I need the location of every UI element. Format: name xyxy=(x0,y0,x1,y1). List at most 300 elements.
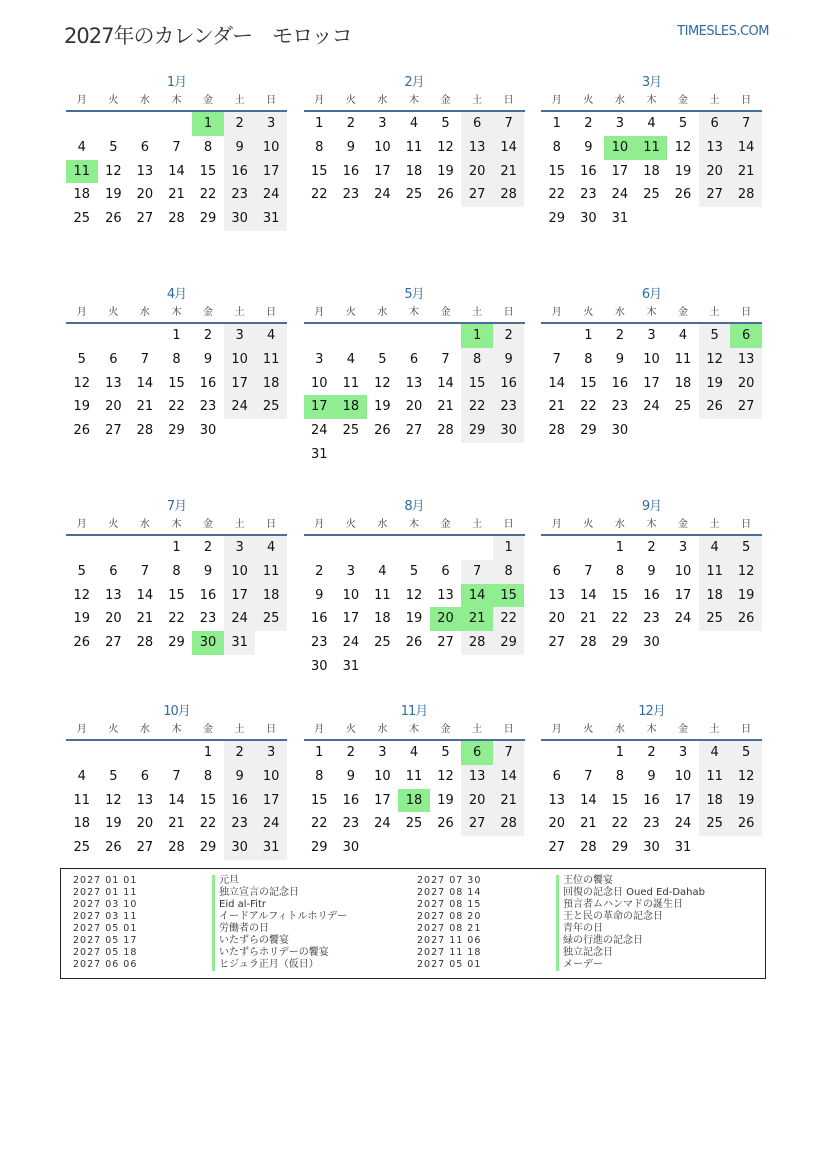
day-cell: 2 xyxy=(346,745,355,760)
legend-holiday-name: Eid al-Fitr xyxy=(212,899,266,911)
day-cell: 21 xyxy=(136,611,154,627)
legend-holiday-name: 緑の行進の記念日 xyxy=(556,935,643,947)
weekday-header xyxy=(66,723,287,741)
month-block xyxy=(66,70,287,254)
day-cell: 28 xyxy=(493,812,525,836)
empty-cell xyxy=(66,536,98,560)
weekday-label: 火 xyxy=(345,307,356,318)
day-cell: 22 xyxy=(493,607,525,631)
weekday-label: 月 xyxy=(76,724,87,735)
day-cell: 10 xyxy=(643,351,660,367)
day-cell: 13 xyxy=(548,792,566,808)
month-block xyxy=(66,699,287,883)
weekday-label: 水 xyxy=(614,95,625,106)
day-cell: 23 xyxy=(199,399,217,415)
month-days xyxy=(304,741,525,860)
day-cell: 27 xyxy=(105,423,122,439)
legend-date: 2027 05 01 xyxy=(417,959,482,970)
weekday-label: 日 xyxy=(503,724,514,735)
site-link[interactable]: TIMESLES.COM xyxy=(677,24,769,39)
day-cell: 27 xyxy=(136,840,154,856)
day-cell: 6 xyxy=(699,112,731,136)
day-cell: 25 xyxy=(699,607,731,631)
day-cell: 17 xyxy=(674,587,692,603)
weekday-label: 火 xyxy=(583,307,594,318)
day-cell: 9 xyxy=(224,136,256,160)
day-cell: 10 xyxy=(674,563,692,579)
weekday-label: 木 xyxy=(171,307,182,318)
month-row xyxy=(66,699,762,883)
day-cell: 24 xyxy=(255,183,287,207)
weekday-label: 土 xyxy=(472,307,483,318)
day-cell: 2 xyxy=(224,741,256,765)
weekday-label: 月 xyxy=(314,724,325,735)
day-cell: 13 xyxy=(136,163,154,179)
day-cell: 16 xyxy=(224,160,256,184)
weekday-label: 土 xyxy=(234,307,245,318)
day-cell: 10 xyxy=(374,139,391,155)
day-cell: 16 xyxy=(342,792,360,808)
weekday-label: 日 xyxy=(503,519,514,530)
day-cell: 24 xyxy=(342,635,360,651)
month-days xyxy=(66,112,287,231)
weekday-label: 月 xyxy=(314,307,325,318)
day-cell: 5 xyxy=(77,351,86,367)
day-cell: 12 xyxy=(105,163,122,179)
day-cell: 30 xyxy=(611,423,629,439)
weekday-header xyxy=(541,306,762,324)
weekday-label: 日 xyxy=(741,307,752,318)
empty-cell xyxy=(66,112,98,136)
day-cell: 19 xyxy=(437,792,454,808)
holiday-day-cell: 14 xyxy=(461,584,493,608)
legend-date: 2027 11 18 xyxy=(417,947,482,958)
weekday-header xyxy=(66,518,287,536)
day-cell: 13 xyxy=(730,348,762,372)
day-cell: 9 xyxy=(203,563,213,579)
weekday-label: 水 xyxy=(139,307,150,318)
day-cell: 12 xyxy=(437,768,454,784)
month-title: 7月 xyxy=(166,499,187,514)
day-cell: 30 xyxy=(199,423,217,439)
day-cell: 20 xyxy=(730,372,762,396)
weekday-label: 火 xyxy=(583,519,594,530)
weekday-label: 水 xyxy=(377,519,388,530)
day-cell: 26 xyxy=(73,635,91,651)
holiday-day-cell: 21 xyxy=(461,607,493,631)
empty-cell xyxy=(129,741,161,765)
day-cell: 28 xyxy=(136,635,154,651)
day-cell: 3 xyxy=(255,741,287,765)
day-cell: 20 xyxy=(699,160,731,184)
weekday-header xyxy=(304,306,525,324)
day-cell: 26 xyxy=(437,187,454,203)
day-cell: 26 xyxy=(73,423,91,439)
day-cell: 7 xyxy=(584,768,593,784)
weekday-label: 土 xyxy=(472,519,483,530)
weekday-label: 土 xyxy=(709,95,720,106)
day-cell: 6 xyxy=(461,112,493,136)
day-cell: 7 xyxy=(584,563,593,579)
day-cell: 9 xyxy=(315,587,324,603)
day-cell: 15 xyxy=(461,372,493,396)
weekday-label: 月 xyxy=(76,95,87,106)
day-cell: 4 xyxy=(378,563,387,579)
day-cell: 14 xyxy=(136,375,154,391)
day-cell: 13 xyxy=(105,375,122,391)
empty-cell xyxy=(367,324,399,348)
day-cell: 11 xyxy=(255,348,287,372)
day-cell: 26 xyxy=(105,211,122,227)
day-cell: 29 xyxy=(199,840,217,856)
weekday-label: 日 xyxy=(741,95,752,106)
day-cell: 26 xyxy=(730,607,762,631)
day-cell: 3 xyxy=(346,563,355,579)
day-cell: 12 xyxy=(374,375,391,391)
day-cell: 3 xyxy=(224,536,256,560)
day-cell: 11 xyxy=(342,375,360,391)
day-cell: 6 xyxy=(409,351,419,367)
day-cell: 31 xyxy=(674,840,692,856)
holiday-day-cell: 11 xyxy=(636,136,668,160)
weekday-label: 金 xyxy=(440,519,451,530)
day-cell: 14 xyxy=(730,136,762,160)
day-cell: 2 xyxy=(315,563,324,579)
weekday-label: 土 xyxy=(472,95,483,106)
weekday-label: 金 xyxy=(440,95,451,106)
day-cell: 4 xyxy=(255,536,287,560)
weekday-label: 水 xyxy=(139,724,150,735)
day-cell: 18 xyxy=(255,372,287,396)
day-cell: 8 xyxy=(172,351,181,367)
day-cell: 21 xyxy=(136,399,154,415)
day-cell: 30 xyxy=(493,419,525,443)
day-cell: 8 xyxy=(172,563,181,579)
day-cell: 20 xyxy=(548,611,566,627)
day-cell: 15 xyxy=(611,587,629,603)
day-cell: 28 xyxy=(461,631,493,655)
empty-cell xyxy=(398,536,430,560)
day-cell: 29 xyxy=(461,419,493,443)
month-days xyxy=(66,324,287,443)
weekday-label: 金 xyxy=(678,724,689,735)
month-title: 4月 xyxy=(166,287,187,302)
weekday-label: 水 xyxy=(614,724,625,735)
day-cell: 4 xyxy=(699,536,731,560)
weekday-label: 金 xyxy=(678,95,689,106)
day-cell: 5 xyxy=(699,324,731,348)
weekday-label: 土 xyxy=(709,519,720,530)
day-cell: 26 xyxy=(699,395,731,419)
day-cell: 22 xyxy=(548,187,566,203)
day-cell: 5 xyxy=(678,116,688,131)
legend-date: 2027 08 15 xyxy=(417,899,482,910)
day-cell: 21 xyxy=(168,816,185,832)
day-cell: 1 xyxy=(203,745,213,760)
legend-holiday-name: いたずらの饗宴 xyxy=(212,935,289,947)
weekday-label: 月 xyxy=(551,519,562,530)
day-cell: 4 xyxy=(409,116,419,131)
day-cell: 6 xyxy=(441,563,450,579)
legend-date: 2027 08 14 xyxy=(417,887,482,898)
day-cell: 3 xyxy=(647,328,656,343)
empty-cell xyxy=(335,536,367,560)
day-cell: 13 xyxy=(136,792,154,808)
month-days xyxy=(304,536,525,679)
month-title: 11月 xyxy=(400,704,428,719)
day-cell: 17 xyxy=(374,792,391,808)
empty-cell xyxy=(573,536,605,560)
day-cell: 5 xyxy=(378,351,387,367)
day-cell: 19 xyxy=(405,611,423,627)
day-cell: 17 xyxy=(674,792,692,808)
day-cell: 2 xyxy=(203,328,213,343)
day-cell: 4 xyxy=(647,116,656,131)
day-cell: 26 xyxy=(374,423,391,439)
day-cell: 2 xyxy=(346,116,355,131)
day-cell: 24 xyxy=(611,187,629,203)
weekday-label: 火 xyxy=(345,95,356,106)
day-cell: 30 xyxy=(224,836,256,860)
empty-cell xyxy=(430,536,462,560)
day-cell: 16 xyxy=(643,792,660,808)
day-cell: 27 xyxy=(548,635,566,651)
empty-cell xyxy=(304,324,336,348)
empty-cell xyxy=(367,536,399,560)
day-cell: 22 xyxy=(168,399,185,415)
day-cell: 24 xyxy=(374,187,391,203)
weekday-label: 金 xyxy=(678,519,689,530)
day-cell: 14 xyxy=(580,587,597,603)
day-cell: 16 xyxy=(342,163,360,179)
day-cell: 6 xyxy=(140,139,150,155)
day-cell: 30 xyxy=(643,840,660,856)
day-cell: 28 xyxy=(580,840,597,856)
empty-cell xyxy=(66,324,98,348)
legend-holiday-name: 王位の饗宴 xyxy=(556,875,613,887)
day-cell: 30 xyxy=(580,211,597,227)
day-cell: 13 xyxy=(548,587,566,603)
day-cell: 29 xyxy=(168,423,185,439)
day-cell: 22 xyxy=(311,187,328,203)
weekday-label: 金 xyxy=(203,307,214,318)
day-cell: 25 xyxy=(405,816,423,832)
day-cell: 23 xyxy=(580,187,597,203)
calendar-grid xyxy=(66,70,762,911)
day-cell: 5 xyxy=(109,768,118,784)
empty-cell xyxy=(541,741,573,765)
day-cell: 30 xyxy=(311,658,328,674)
day-cell: 10 xyxy=(311,375,328,391)
holiday-day-cell: 30 xyxy=(192,631,224,655)
day-cell: 27 xyxy=(136,211,154,227)
day-cell: 23 xyxy=(611,399,629,415)
empty-cell xyxy=(66,741,98,765)
month-title: 3月 xyxy=(641,75,662,90)
weekday-label: 水 xyxy=(139,519,150,530)
month-block xyxy=(304,699,525,883)
empty-cell xyxy=(161,741,193,765)
day-cell: 15 xyxy=(168,375,185,391)
empty-cell xyxy=(98,112,130,136)
day-cell: 16 xyxy=(493,372,525,396)
weekday-label: 木 xyxy=(646,307,657,318)
day-cell: 16 xyxy=(643,587,660,603)
day-cell: 29 xyxy=(311,840,328,856)
day-cell: 27 xyxy=(405,423,423,439)
day-cell: 28 xyxy=(730,183,762,207)
day-cell: 20 xyxy=(136,816,154,832)
day-cell: 23 xyxy=(224,183,256,207)
day-cell: 20 xyxy=(461,160,493,184)
month-days xyxy=(304,112,525,207)
day-cell: 18 xyxy=(699,789,731,813)
weekday-label: 日 xyxy=(266,307,277,318)
day-cell: 8 xyxy=(461,348,493,372)
day-cell: 25 xyxy=(73,840,91,856)
day-cell: 20 xyxy=(105,399,122,415)
day-cell: 24 xyxy=(224,607,256,631)
day-cell: 27 xyxy=(548,840,566,856)
day-cell: 31 xyxy=(224,631,256,655)
day-cell: 2 xyxy=(224,112,256,136)
month-days xyxy=(66,741,287,860)
weekday-label: 金 xyxy=(678,307,689,318)
day-cell: 11 xyxy=(255,560,287,584)
day-cell: 8 xyxy=(203,139,213,155)
weekday-label: 日 xyxy=(503,95,514,106)
day-cell: 23 xyxy=(199,611,217,627)
weekday-label: 日 xyxy=(266,519,277,530)
day-cell: 22 xyxy=(461,395,493,419)
legend-holiday-name: 独立記念日 xyxy=(556,947,613,959)
day-cell: 19 xyxy=(730,789,762,813)
day-cell: 21 xyxy=(580,816,597,832)
empty-cell xyxy=(129,112,161,136)
month-block xyxy=(66,282,287,466)
empty-cell xyxy=(335,324,367,348)
weekday-label: 月 xyxy=(76,519,87,530)
day-cell: 28 xyxy=(168,211,185,227)
day-cell: 2 xyxy=(615,328,625,343)
day-cell: 25 xyxy=(255,395,287,419)
day-cell: 17 xyxy=(643,375,660,391)
day-cell: 23 xyxy=(643,611,660,627)
month-days xyxy=(541,324,762,443)
day-cell: 5 xyxy=(409,563,419,579)
legend-holiday-name: 独立宣言の記念日 xyxy=(212,887,299,899)
day-cell: 19 xyxy=(73,399,91,415)
day-cell: 25 xyxy=(342,423,360,439)
day-cell: 7 xyxy=(172,139,181,155)
day-cell: 22 xyxy=(611,611,629,627)
day-cell: 9 xyxy=(203,351,213,367)
day-cell: 31 xyxy=(611,211,629,227)
day-cell: 3 xyxy=(224,324,256,348)
day-cell: 1 xyxy=(615,540,625,555)
day-cell: 1 xyxy=(552,116,561,131)
day-cell: 7 xyxy=(172,768,181,784)
day-cell: 23 xyxy=(493,395,525,419)
month-title: 8月 xyxy=(404,499,424,514)
holiday-day-cell: 6 xyxy=(461,741,493,765)
day-cell: 7 xyxy=(140,351,150,367)
day-cell: 18 xyxy=(699,584,731,608)
day-cell: 22 xyxy=(611,816,629,832)
weekday-label: 水 xyxy=(377,95,388,106)
weekday-label: 土 xyxy=(709,724,720,735)
day-cell: 29 xyxy=(168,635,185,651)
day-cell: 8 xyxy=(615,563,625,579)
day-cell: 4 xyxy=(77,768,86,784)
day-cell: 5 xyxy=(109,139,118,155)
day-cell: 25 xyxy=(73,211,91,227)
weekday-label: 木 xyxy=(408,307,419,318)
day-cell: 1 xyxy=(172,540,181,555)
day-cell: 27 xyxy=(730,395,762,419)
day-cell: 31 xyxy=(342,658,360,674)
day-cell: 8 xyxy=(615,768,625,784)
day-cell: 13 xyxy=(699,136,731,160)
day-cell: 3 xyxy=(378,116,387,131)
weekday-label: 火 xyxy=(583,724,594,735)
day-cell: 24 xyxy=(374,816,391,832)
day-cell: 10 xyxy=(255,765,287,789)
weekday-label: 月 xyxy=(314,95,325,106)
holiday-day-cell: 10 xyxy=(604,136,636,160)
day-cell: 20 xyxy=(461,789,493,813)
weekday-label: 木 xyxy=(408,724,419,735)
day-cell: 14 xyxy=(136,587,154,603)
weekday-label: 金 xyxy=(440,307,451,318)
weekday-label: 水 xyxy=(139,95,150,106)
day-cell: 10 xyxy=(224,348,256,372)
day-cell: 29 xyxy=(493,631,525,655)
day-cell: 4 xyxy=(346,351,355,367)
day-cell: 4 xyxy=(699,741,731,765)
legend-date: 2027 01 11 xyxy=(73,887,138,898)
month-title: 2月 xyxy=(404,75,424,90)
day-cell: 12 xyxy=(73,375,91,391)
day-cell: 4 xyxy=(678,328,688,343)
weekday-label: 日 xyxy=(266,724,277,735)
day-cell: 18 xyxy=(405,163,423,179)
day-cell: 13 xyxy=(405,375,423,391)
day-cell: 23 xyxy=(643,816,660,832)
day-cell: 18 xyxy=(674,375,692,391)
day-cell: 19 xyxy=(699,372,731,396)
month-days xyxy=(541,536,762,655)
day-cell: 12 xyxy=(437,139,454,155)
day-cell: 4 xyxy=(255,324,287,348)
holiday-day-cell: 6 xyxy=(730,324,762,348)
empty-cell xyxy=(129,324,161,348)
weekday-label: 木 xyxy=(646,724,657,735)
day-cell: 1 xyxy=(493,536,525,560)
day-cell: 1 xyxy=(615,745,625,760)
month-title: 5月 xyxy=(404,287,424,302)
month-row xyxy=(66,70,762,254)
day-cell: 9 xyxy=(493,348,525,372)
day-cell: 24 xyxy=(224,395,256,419)
weekday-header xyxy=(66,306,287,324)
weekday-label: 土 xyxy=(234,519,245,530)
day-cell: 21 xyxy=(168,187,185,203)
weekday-label: 金 xyxy=(440,724,451,735)
day-cell: 28 xyxy=(437,423,454,439)
weekday-label: 火 xyxy=(108,95,119,106)
day-cell: 12 xyxy=(105,792,122,808)
